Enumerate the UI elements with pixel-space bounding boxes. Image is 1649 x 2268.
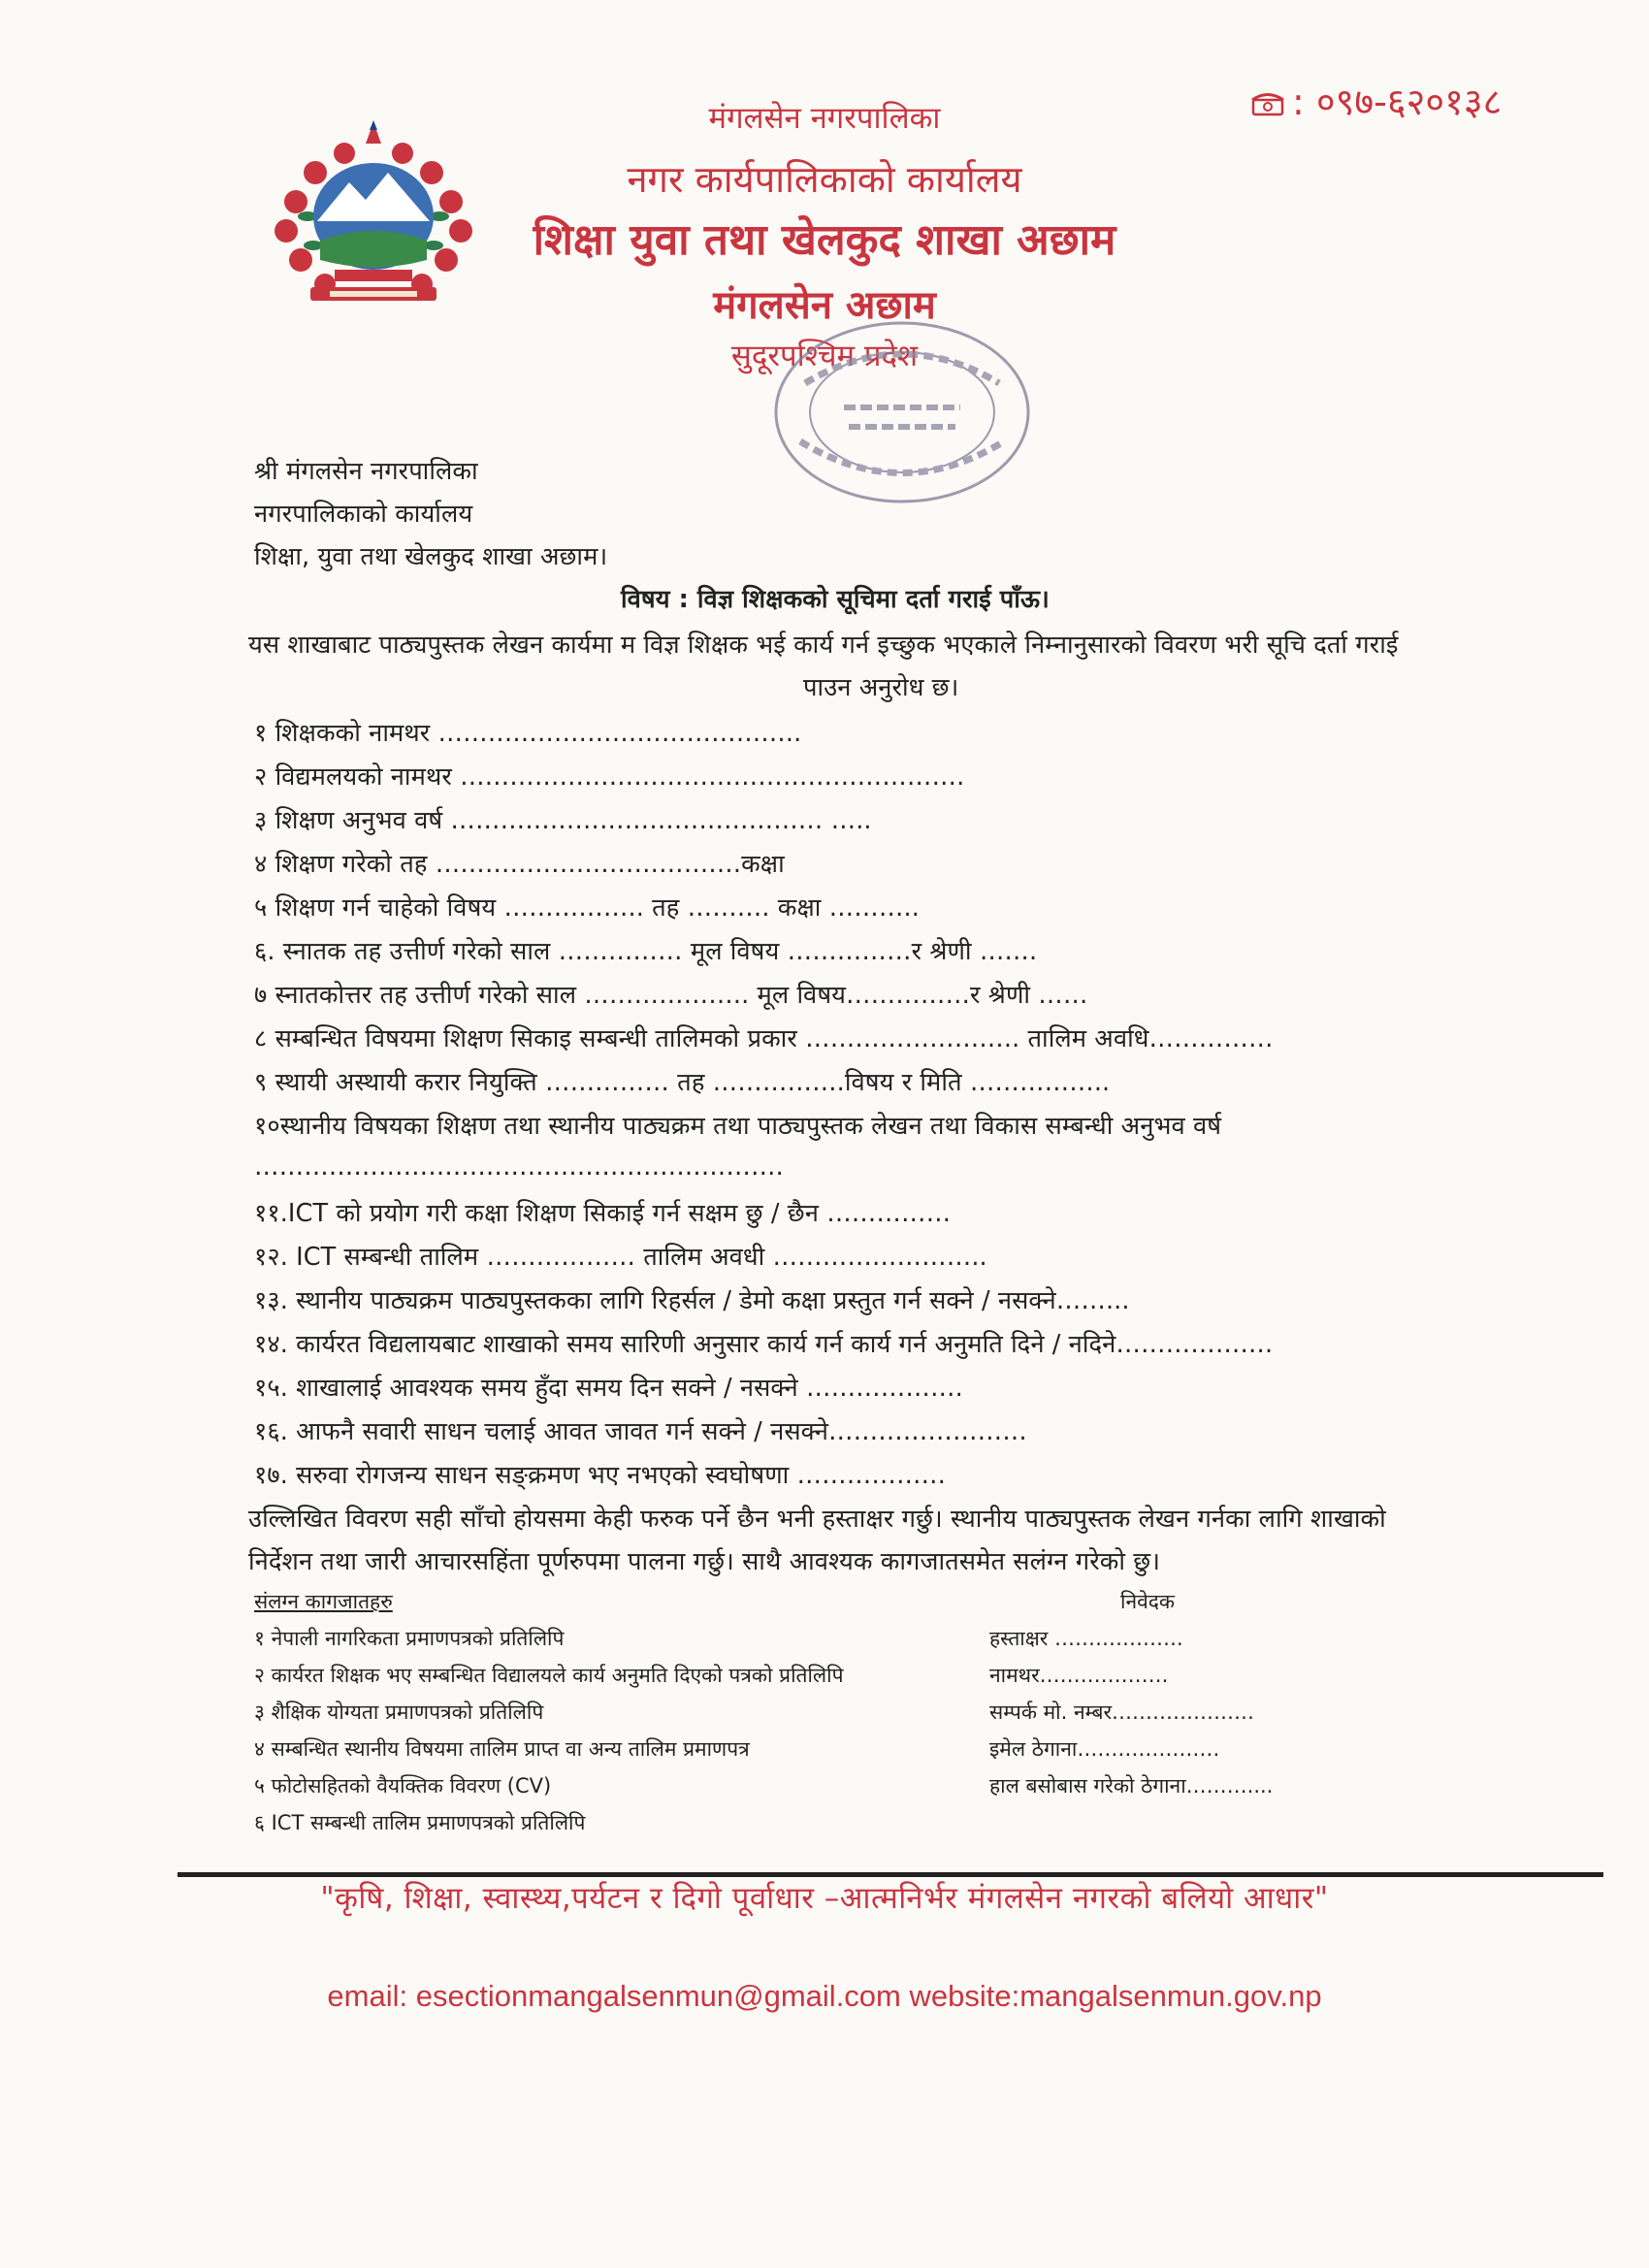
intro-line-2: पाउन अनुरोध छ। — [803, 673, 959, 702]
attachment-item-6: ६ ICT सम्बन्धी तालिम प्रमाणपत्रको प्रतिलिपि — [254, 1811, 586, 1834]
intro-line-1: यस शाखाबाट पाठ्यपुस्तक लेखन कार्यमा म विज्ञ शिक्षक भई कार्य गर्न इच्छुक भएकाले निम्नानुसारको विवरण भरी सूचि दर्ता गराई — [248, 631, 1399, 660]
attachment-item-4: ४ सम्बन्धित स्थानीय विषयमा तालिम प्राप्त वा अन्य तालिम प्रमाणपत्र — [254, 1737, 750, 1761]
attachment-item-3: ३ शैक्षिक योग्यता प्रमाणपत्रको प्रतिलिपि — [254, 1701, 544, 1724]
office-stamp — [766, 315, 1038, 509]
field-5: ५ शिक्षण गर्न चाहेको विषय …………….. तह ………. कक्षा ……….. — [254, 893, 920, 923]
attachments-heading: संलग्न कागजातहरु — [254, 1590, 393, 1613]
field-10: १०स्थानीय विषयका शिक्षण तथा स्थानीय पाठ्यक्रम तथा पाठ्यपुस्तक लेखन तथा विकास सम्बन्धी अनुभव वर्ष — [254, 1112, 1222, 1141]
field-4: ४ शिक्षण गरेको तह ……………………………….कक्षा — [254, 850, 785, 879]
footer-contact: email: esectionmangalsenmun@gmail.com website:mangalsenmun.gov.np — [327, 1979, 1322, 2013]
subject-line: विषय : विज्ञ शिक्षकको सूचिमा दर्ता गराई पाँऊ। — [621, 585, 1050, 614]
field-9: ९ स्थायी अस्थायी करार नियुक्ति …………… तह …………….विषय र मिति …………….. — [254, 1068, 1111, 1097]
applicant-signature: हस्ताक्षर ………………. — [989, 1627, 1183, 1650]
footer-slogan: "कृषि, शिक्षा, स्वास्थ्य,पर्यटन र दिगो पूर्वाधार –आत्मनिर्भर मंगलसेन नगरको बलियो आधार" — [320, 1881, 1329, 1916]
addressee-line-2: नगरपालिकाको कार्यालय — [254, 500, 473, 529]
field-1: १ शिक्षकको नामथर …………………………………….. — [254, 719, 802, 748]
field-8: ८ सम्बन्धित विषयमा शिक्षण सिकाइ सम्बन्धी तालिमको प्रकार …………………….. तालिम अवधि…………… — [254, 1024, 1274, 1053]
section-name: शिक्षा युवा तथा खेलकुद शाखा अछाम — [533, 215, 1116, 265]
field-17: १७. सरुवा रोगजन्य साधन सङ्क्रमण भए नभएको स्वघोषणा ……………… — [254, 1461, 947, 1490]
field-12: १२. ICT सम्बन्धी तालिम ……………… तालिम अवधी …………………….. — [254, 1243, 987, 1272]
field-13: १३. स्थानीय पाठ्यक्रम पाठ्यपुस्तकका लागि रिहर्सल / डेमो कक्षा प्रस्तुत गर्न सक्ने / नसक्ने……... — [254, 1286, 1130, 1315]
attachment-item-5: ५ फोटोसहितको वैयक्तिक विवरण (CV) — [254, 1774, 552, 1798]
field-3: ३ शिक्षण अनुभव वर्ष ……………………………………… ….. — [254, 806, 872, 835]
field-16: १६. आफनै सवारी साधन चलाई आवत जावत गर्न सक्ने / नसक्ने…………………… — [254, 1417, 1027, 1446]
field-14: १४. कार्यरत विद्यलायबाट शाखाको समय सारिणी अनुसार कार्य गर्न कार्य गर्न अनुमति दिने / नदिने………………. — [254, 1330, 1274, 1359]
applicant-email: इमेल ठेगाना………………… — [989, 1737, 1220, 1761]
addressee-line-1: श्री मंगलसेन नगरपालिका — [254, 457, 478, 486]
field-10-blank: ………………………………………………………. — [254, 1152, 784, 1182]
attachment-item-1: १ नेपाली नागरिकता प्रमाणपत्रको प्रतिलिपि — [254, 1627, 565, 1650]
province-name: सुदूरपश्चिम प्रदेश — [730, 339, 919, 373]
office-name: नगर कार्यपालिकाको कार्यालय — [627, 158, 1022, 201]
field-11: ११.ICT को प्रयोग गरी कक्षा शिक्षण सिकाई गर्न सक्षम छु / छैन …………… — [254, 1199, 952, 1228]
applicant-address: हाल बसोबास गरेको ठेगाना……….... — [989, 1774, 1274, 1798]
attachment-item-2: २ कार्यरत शिक्षक भए सम्बन्धित विद्यालयले कार्य अनुमति दिएको पत्रको प्रतिलिपि — [254, 1664, 844, 1687]
field-6: ६. स्नातक तह उत्तीर्ण गरेको साल …………… मूल विषय ……………र श्रेणी ……. — [254, 937, 1038, 966]
applicant-mobile: सम्पर्क मो. नम्बर………………… — [989, 1701, 1255, 1724]
phone-text: : ०९७-६२०१३८ — [1292, 81, 1503, 123]
applicant-name: नामथर………………. — [989, 1664, 1169, 1687]
applicant-heading: निवेदक — [1120, 1590, 1176, 1613]
municipality-name: मंगलसेन नगरपालिका — [708, 101, 941, 136]
field-2: २ विद्यमलयको नामथर ……………………………………………………. — [254, 762, 965, 792]
field-15: १५. शाखालाई आवश्यक समय हुँदा समय दिन सक्ने / नसक्ने ………………. — [254, 1374, 963, 1403]
field-7: ७ स्नातकोत्तर तह उत्तीर्ण गरेको साल ……………….. मूल विषय……………र श्रेणी …… — [254, 981, 1088, 1010]
declaration-line-1: उल्लिखित विवरण सही साँचो होयसमा केही फरुक पर्ने छैन भनी हस्ताक्षर गर्छु। स्थानीय पाठ्यपुस्तक लेखन गर्नका लागि शाखाको — [248, 1505, 1386, 1534]
place-name: मंगलसेन अछाम — [713, 283, 936, 328]
declaration-line-2: निर्देशन तथा जारी आचारसहिंता पूर्णरुपमा पालना गर्छु। साथै आवश्यक कागजातसमेत सलंग्न गरेको छु। — [248, 1547, 1160, 1576]
addressee-line-3: शिक्षा, युवा तथा खेलकुद शाखा अछाम। — [254, 542, 608, 571]
